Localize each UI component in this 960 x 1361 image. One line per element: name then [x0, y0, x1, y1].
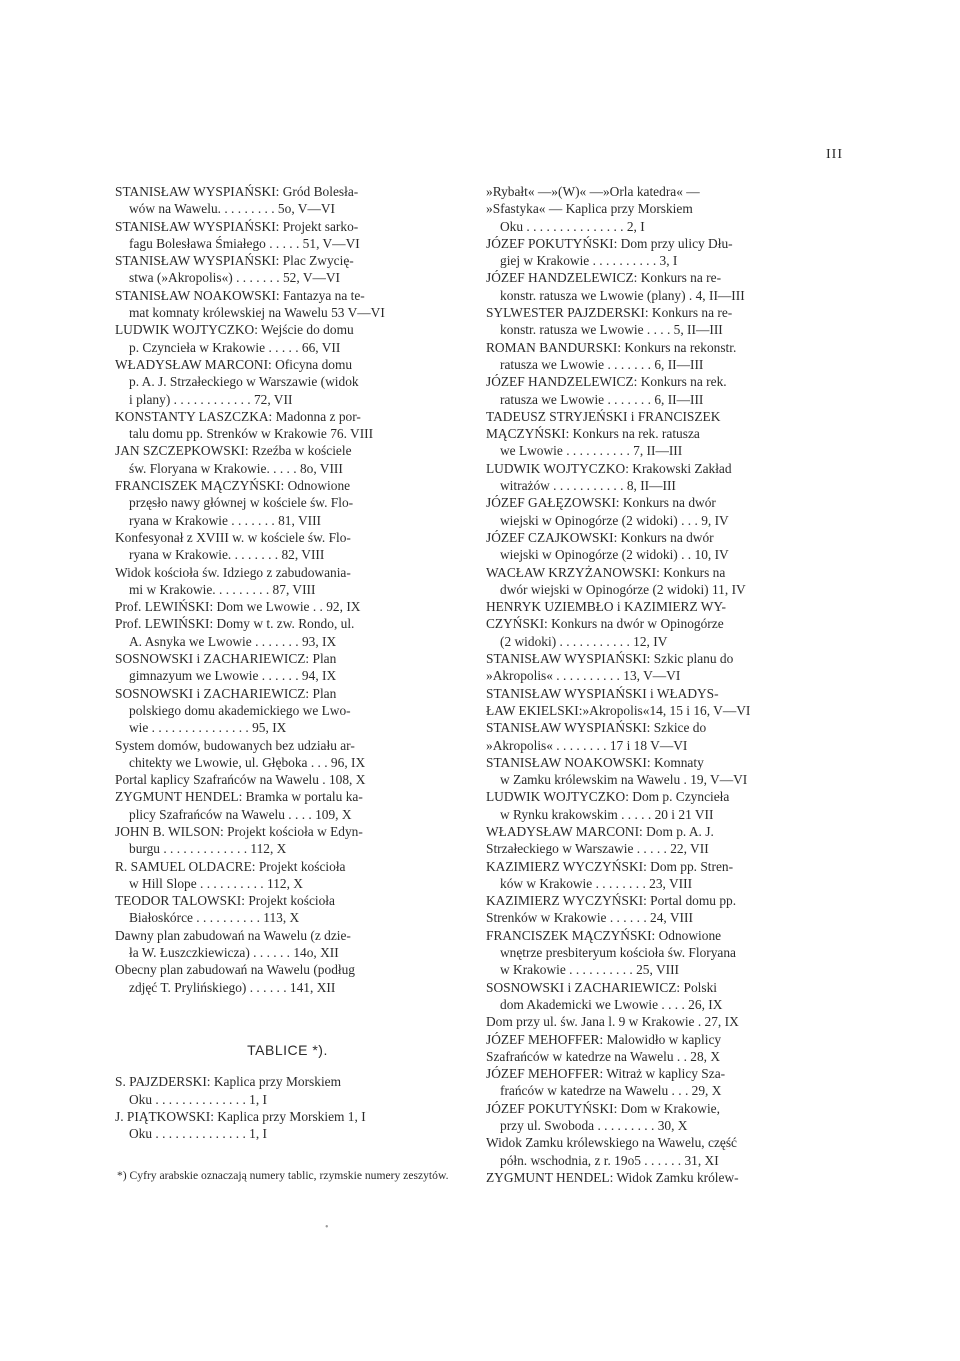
- index-line: wiejski w Opinogórze (2 widoki) . . . 9, IV: [500, 512, 729, 528]
- index-line: SOSNOWSKI i ZACHARIEWICZ: Polski: [486, 979, 717, 995]
- index-line: ryana w Krakowie. . . . . . . . 82, VIII: [129, 547, 325, 563]
- index-line: »Sfastyka« — Kaplica przy Morskiem: [486, 201, 693, 217]
- index-line: STANISŁAW WYSPIAŃSKI i WŁADYS-: [486, 685, 719, 701]
- index-line: JÓZEF MEHOFFER: Malowidło w kaplicy: [486, 1031, 722, 1047]
- index-line: WŁADYSŁAW MARCONI: Oficyna domu: [115, 356, 353, 372]
- index-line: Widok Zamku królewskiego na Wawelu, część: [486, 1135, 737, 1151]
- index-line: przęsło nawy głównej w kościele św. Flo-: [129, 495, 354, 511]
- index-line: STANISŁAW WYSPIAŃSKI: Gród Bolesła-: [115, 184, 359, 199]
- index-line: Prof. LEWIŃSKI: Domy w t. zw. Rondo, ul.: [115, 616, 355, 632]
- index-line: plicy Szafrańców na Wawelu . . . . 109, X: [129, 806, 352, 822]
- index-line: WACŁAW KRZYŻANOWSKI: Konkurs na: [486, 564, 726, 580]
- index-line: »Akropolis« . . . . . . . . . . 13, V—VI: [486, 668, 681, 684]
- index-line: JÓZEF POKUTYŃSKI: Dom w Krakowie,: [486, 1100, 720, 1116]
- index-line: FRANCISZEK MĄCZYŃSKI: Odnowione: [486, 927, 722, 943]
- index-line: mi w Krakowie. . . . . . . . . 87, VIII: [129, 581, 316, 597]
- footnote: *) Cyfry arabskie oznaczają numery tablic, rzymskie numery zeszytów.: [117, 1169, 449, 1183]
- index-line: SYLWESTER PAJZDERSKI: Konkurs na re-: [486, 305, 733, 321]
- plates-heading: TABLICE *).: [247, 1041, 328, 1058]
- index-line: konstr. ratusza we Lwowie . . . . 5, II—III: [500, 322, 723, 338]
- index-line: ratusza we Lwowie . . . . . . . 6, II—III: [500, 391, 704, 407]
- index-line: STANISŁAW WYSPIAŃSKI: Projekt sarko-: [115, 218, 359, 234]
- index-line: S. PAJZDERSKI: Kaplica przy Morskiem: [115, 1074, 342, 1090]
- index-line: stwa (»Akropolis«) . . . . . . . 52, V—VI: [129, 270, 341, 286]
- index-line: Oku . . . . . . . . . . . . . . 1, I: [129, 1091, 267, 1107]
- index-line: WŁADYSŁAW MARCONI: Dom p. A. J.: [486, 823, 714, 839]
- right-index-list: [486, 183, 850, 1186]
- index-line: LUDWIK WOJTYCZKO: Dom p. Czyncieła: [486, 789, 730, 805]
- index-line: STANISŁAW WYSPIAŃSKI: Szkic planu do: [486, 651, 734, 667]
- index-line: konstr. ratusza we Lwowie (plany) . 4, II—III: [500, 287, 745, 303]
- index-line: STANISŁAW WYSPIAŃSKI: Plac Zwycię-: [115, 253, 354, 269]
- index-line: JÓZEF HANDZELEWICZ: Konkurs na re-: [486, 270, 722, 286]
- index-line: we Lwowie . . . . . . . . . . 7, II—III: [500, 443, 683, 459]
- index-line: Dom przy ul. św. Jana l. 9 w Krakowie . 27, IX: [486, 1014, 739, 1030]
- index-line: Konfesyonał z XVIII w. w kościele św. Flo-: [115, 529, 351, 545]
- index-line: ROMAN BANDURSKI: Konkurs na rekonstr.: [486, 339, 737, 355]
- index-line: Widok kościoła św. Idziego z zabudowania-: [115, 564, 351, 580]
- index-line: półn. wschodnia, z r. 19o5 . . . . . . 31, XI: [500, 1152, 719, 1168]
- index-line: w Rynku krakowskim . . . . . 20 i 21 VII: [500, 806, 714, 822]
- index-line: burgu . . . . . . . . . . . . . 112, X: [129, 841, 287, 857]
- index-line: w Hill Slope . . . . . . . . . . 112, X: [129, 875, 303, 891]
- index-line: ła W. Łuszczkiewicza) . . . . . . 14o, XII: [129, 945, 339, 961]
- index-line: KAZIMIERZ WYCZYŃSKI: Portal domu pp.: [486, 893, 737, 909]
- index-line: R. SAMUEL OLDACRE: Projekt kościoła: [115, 858, 346, 874]
- index-line: w Krakowie . . . . . . . . . . 25, VIII: [500, 962, 680, 978]
- index-line: wie . . . . . . . . . . . . . . . 95, IX: [129, 720, 287, 736]
- index-line: wów na Wawelu. . . . . . . . . 5o, V—VI: [129, 201, 335, 217]
- index-line: LUDWIK WOJTYCZKO: Krakowski Zakład: [486, 460, 732, 476]
- index-line: wiejski w Opinogórze (2 widoki) . . 10, IV: [500, 547, 729, 563]
- index-line: KAZIMIERZ WYCZYŃSKI: Dom pp. Stren-: [486, 858, 734, 874]
- printer-speck: •: [325, 1222, 329, 1233]
- index-line: ŁAW EKIELSKI:»Akropolis«14, 15 i 16, V—VI: [486, 702, 751, 718]
- index-line: witrażów . . . . . . . . . . . 8, II—III: [500, 478, 676, 494]
- index-line: ryana w Krakowie . . . . . . . 81, VIII: [129, 512, 322, 528]
- index-line: SOSNOWSKI i ZACHARIEWICZ: Plan: [115, 685, 337, 701]
- index-line: KONSTANTY LASZCZKA: Madonna z por-: [115, 408, 361, 424]
- index-line: ków w Krakowie . . . . . . . . 23, VIII: [500, 875, 693, 891]
- index-line: J. PIĄTKOWSKI: Kaplica przy Morskiem 1, I: [115, 1108, 366, 1124]
- index-line: JÓZEF HANDZELEWICZ: Konkurs na rek.: [486, 374, 727, 390]
- index-line: dom Akademicki we Lwowie . . . . 26, IX: [500, 996, 723, 1012]
- index-line: przy ul. Swoboda . . . . . . . . . 30, X: [500, 1118, 688, 1134]
- index-line: FRANCISZEK MĄCZYŃSKI: Odnowione: [115, 478, 351, 494]
- index-line: Szafrańców w katedrze na Wawelu . . 28, X: [486, 1048, 721, 1064]
- left-index-list: [115, 183, 460, 996]
- index-line: TEODOR TALOWSKI: Projekt kościoła: [115, 893, 335, 909]
- index-line: Portal kaplicy Szafrańców na Wawelu . 108, X: [115, 772, 366, 788]
- index-line: polskiego domu akademickiego we Lwo-: [129, 702, 351, 718]
- index-line: p. A. J. Strzałeckiego w Warszawie (widok: [129, 374, 359, 390]
- index-line: chitekty we Lwowie, ul. Głęboka . . . 96, IX: [129, 754, 366, 770]
- index-line: HENRYK UZIEMBŁO i KAZIMIERZ WY-: [486, 599, 727, 615]
- index-line: CZYŃSKI: Konkurs na dwór w Opinogórze: [486, 616, 724, 632]
- index-line: JÓZEF CZAJKOWSKI: Konkurs na dwór: [486, 529, 714, 545]
- index-line: ZYGMUNT HENDEL: Bramka w portalu ka-: [115, 789, 363, 805]
- index-line: wnętrze presbiteryum kościoła św. Floryana: [500, 945, 737, 961]
- index-line: »Rybałt« —»(W)« —»Orla katedra« —: [486, 184, 700, 199]
- index-line: STANISŁAW NOAKOWSKI: Komnaty: [486, 754, 704, 770]
- index-line: p. Czyncieła w Krakowie . . . . . 66, VII: [129, 339, 341, 355]
- index-line: »Akropolis« . . . . . . . . 17 i 18 V—VI: [486, 737, 688, 753]
- index-line: TADEUSZ STRYJEŃSKI i FRANCISZEK: [486, 408, 721, 424]
- index-line: ratusza we Lwowie . . . . . . . 6, II—III: [500, 356, 704, 372]
- plates-index-list: [115, 1073, 460, 1142]
- index-line: mat komnaty królewskiej na Wawelu 53 V—VI: [129, 305, 385, 321]
- index-line: gimnazyum we Lwowie . . . . . . 94, IX: [129, 668, 337, 684]
- index-line: Oku . . . . . . . . . . . . . . 1, I: [129, 1126, 267, 1142]
- index-line: JÓZEF MEHOFFER: Witraż w kaplicy Sza-: [486, 1066, 726, 1082]
- index-line: frańców w katedrze na Wawelu . . . 29, X: [500, 1083, 722, 1099]
- index-line: LUDWIK WOJTYCZKO: Wejście do domu: [115, 322, 354, 338]
- index-line: Białoskórce . . . . . . . . . . 113, X: [129, 910, 300, 926]
- page-number: III: [826, 147, 843, 162]
- index-line: JOHN B. WILSON: Projekt kościoła w Edyn-: [115, 823, 363, 839]
- index-line: (2 widoki) . . . . . . . . . . . 12, IV: [500, 633, 668, 649]
- index-line: JÓZEF POKUTYŃSKI: Dom przy ulicy Dłu-: [486, 235, 733, 251]
- right-column: [486, 183, 850, 1186]
- index-line: Strzałeckiego w Warszawie . . . . . 22, VII: [486, 841, 709, 857]
- index-line: STANISŁAW NOAKOWSKI: Fantazya na te-: [115, 287, 365, 303]
- index-line: JÓZEF GAŁĘZOWSKI: Konkurs na dwór: [486, 495, 716, 511]
- index-line: Obecny plan zabudowań na Wawelu (podług: [115, 962, 356, 978]
- index-line: Strenków w Krakowie . . . . . . 24, VIII: [486, 910, 693, 926]
- index-line: Prof. LEWIŃSKI: Dom we Lwowie . . 92, IX: [115, 599, 361, 615]
- index-line: zdjęć T. Prylińskiego) . . . . . . 141, XII: [129, 979, 336, 995]
- index-line: STANISŁAW WYSPIAŃSKI: Szkice do: [486, 720, 707, 736]
- index-line: w Zamku królewskim na Wawelu . 19, V—VI: [500, 772, 748, 788]
- index-line: Oku . . . . . . . . . . . . . . . 2, I: [500, 218, 645, 234]
- index-line: System domów, budowanych bez udziału ar-: [115, 737, 355, 753]
- index-line: giej w Krakowie . . . . . . . . . . 3, I: [500, 253, 678, 269]
- index-line: SOSNOWSKI i ZACHARIEWICZ: Plan: [115, 651, 337, 667]
- index-line: i plany) . . . . . . . . . . . . 72, VII: [129, 391, 293, 407]
- index-line: dwór wiejski w Opinogórze (2 widoki) 11, IV: [500, 581, 746, 597]
- left-column: [115, 183, 460, 1183]
- index-line: MĄCZYŃSKI: Konkurs na rek. ratusza: [486, 426, 700, 442]
- index-line: JAN SZCZEPKOWSKI: Rzeźba w kościele: [115, 443, 352, 459]
- index-line: św. Floryana w Krakowie. . . . . 8o, VIII: [129, 460, 343, 476]
- index-line: fagu Bolesława Śmiałego . . . . . 51, V—VI: [129, 235, 360, 251]
- index-line: ZYGMUNT HENDEL: Widok Zamku królew-: [486, 1169, 739, 1185]
- index-line: A. Asnyka we Lwowie . . . . . . . 93, IX: [129, 633, 337, 649]
- index-line: Dawny plan zabudowań na Wawelu (z dzie-: [115, 927, 351, 943]
- index-line: talu domu pp. Strenków w Krakowie 76. VIII: [129, 426, 374, 442]
